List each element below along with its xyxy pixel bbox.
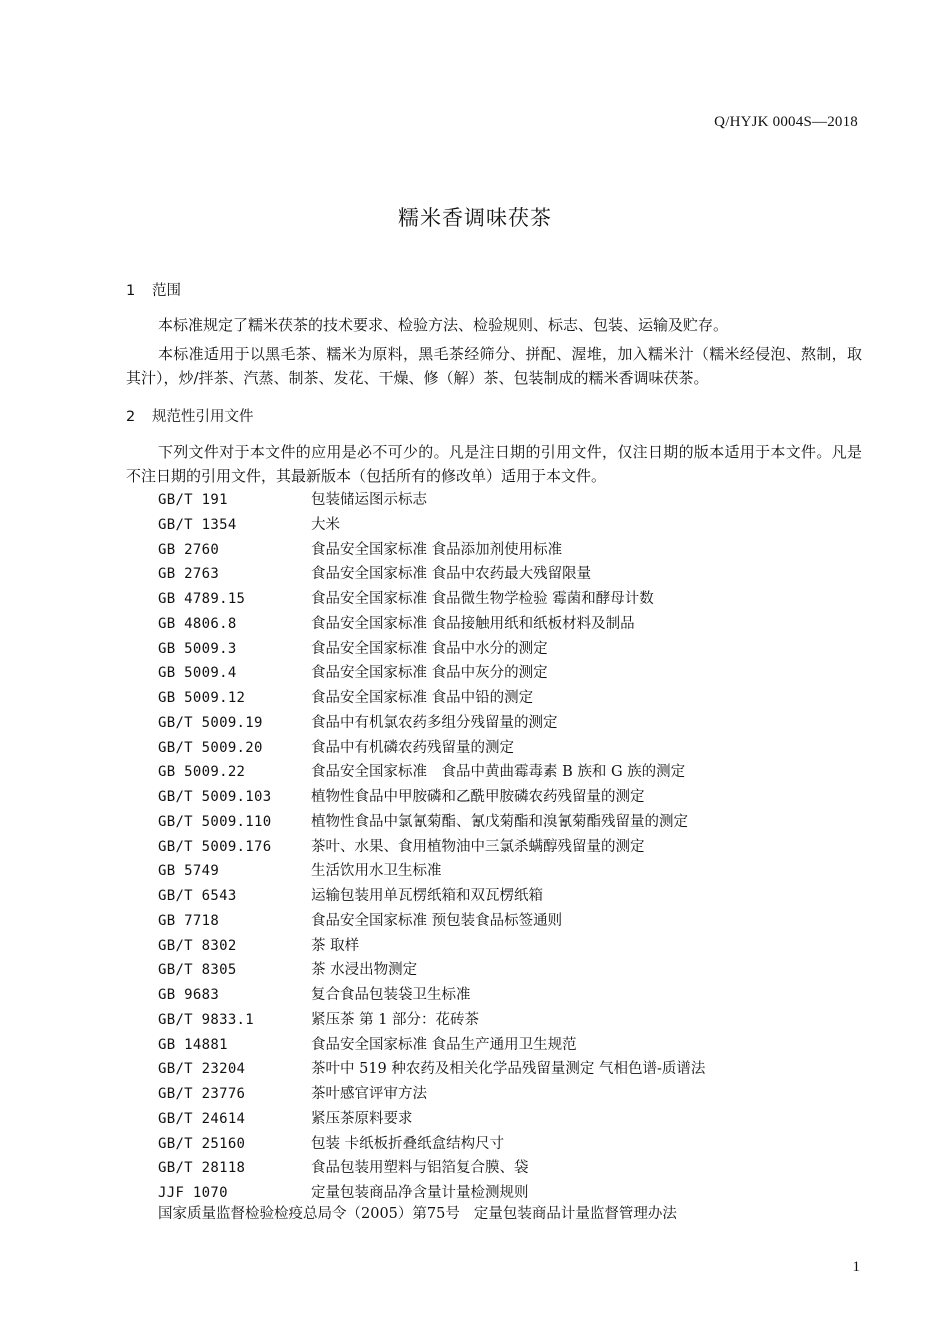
reference-item (158, 686, 858, 711)
section-1-paragraph-2: 本标准适用于以黑毛茶、糯米为原料，黑毛茶经筛分、拼配、渥堆，加入糯米汁（糯米经侵泡、熬制，取其汁），炒/拌茶、汽蒸、制茶、发花、干燥、修（解）茶、包装制成的糯米香调味茯茶。 (126, 345, 862, 387)
reference-code: GB/T 5009.110 (158, 813, 272, 830)
reference-item (158, 736, 858, 761)
reference-code: GB 5009.12 (158, 690, 246, 706)
section-1-heading (126, 279, 181, 300)
reference-title: 食品安全国家标准 食品生产通用卫生规范 (311, 1036, 577, 1053)
reference-code: GB/T 25160 (158, 1135, 246, 1152)
reference-code: GB/T 5009.20 (158, 739, 263, 756)
reference-item (158, 760, 858, 785)
reference-item (158, 1008, 858, 1033)
decree-title: 定量包装商品计量监督管理办法 (473, 1206, 677, 1222)
reference-title: 食品中有机氯农药多组分残留量的测定 (311, 714, 558, 731)
reference-title: 食品安全国家标准 食品添加剂使用标准 (311, 541, 563, 558)
reference-item (158, 1033, 858, 1058)
reference-item (158, 785, 858, 810)
reference-code: GB/T 191 (158, 492, 228, 508)
reference-code: GB/T 9833.1 (158, 1011, 255, 1028)
reference-item (158, 637, 858, 662)
reference-title: 生活饮用水卫生标准 (311, 863, 442, 880)
reference-title: 食品安全国家标准 食品中铅的测定 (311, 690, 534, 706)
reference-code: GB 7718 (158, 912, 220, 929)
reference-title: 食品安全国家标准 食品中水分的测定 (311, 640, 548, 657)
reference-title: 食品安全国家标准 食品微生物学检验 霉菌和酵母计数 (311, 591, 654, 607)
reference-code: GB/T 24614 (158, 1110, 246, 1127)
section-2-paragraph-1: 下列文件对于本文件的应用是必不可少的。凡是注日期的引用文件，仅注日期的版本适用于本文件。凡是不注日期的引用文件，其最新版本（包括所有的修改单）适用于本文件。 (126, 443, 862, 485)
reference-title: 食品包装用塑料与铝箔复合膜、袋 (311, 1160, 529, 1177)
reference-title: 食品安全国家标准 食品接触用纸和纸板材料及制品 (311, 615, 635, 632)
reference-item (158, 661, 858, 686)
reference-title: 食品安全国家标准 预包装食品标签通则 (311, 912, 563, 929)
reference-title: 紧压茶原料要求 (311, 1110, 413, 1127)
reference-title: 复合食品包装袋卫生标准 (311, 987, 471, 1003)
standard-number: Q/HYJK 0004S—2018 (714, 114, 858, 130)
decree-code: 国家质量监督检验检疫总局令（2005）第75号 (158, 1206, 460, 1222)
section-2-title: 规范性引用文件 (152, 409, 254, 425)
page-number: 1 (852, 1259, 860, 1275)
reference-item (158, 587, 858, 612)
section-1-paragraph-1: 本标准规定了糯米茯茶的技术要求、检验方法、检验规则、标志、包装、运输及贮存。 (158, 316, 729, 334)
reference-code: GB/T 1354 (158, 516, 237, 533)
reference-item (158, 1057, 858, 1082)
reference-item (158, 513, 858, 538)
reference-code: GB/T 23204 (158, 1061, 246, 1078)
reference-title: 食品安全国家标准 食品中黄曲霉毒素 B 族和 G 族的测定 (311, 764, 686, 781)
reference-code: JJF 1070 (158, 1185, 228, 1201)
section-2-heading (126, 405, 254, 426)
reference-title: 植物性食品中甲胺磷和乙酰甲胺磷农药残留量的测定 (311, 789, 645, 805)
reference-code: GB 5009.22 (158, 764, 246, 781)
reference-item (158, 711, 858, 736)
reference-code: GB/T 23776 (158, 1086, 246, 1102)
reference-item (158, 612, 858, 637)
section-1-title: 范围 (152, 283, 181, 299)
reference-code: GB 5749 (158, 863, 220, 880)
normative-references-list (158, 488, 858, 1206)
reference-item (158, 1156, 858, 1181)
reference-code: GB 2760 (158, 541, 220, 558)
reference-item (158, 810, 858, 835)
reference-item (158, 983, 858, 1008)
reference-code: GB 2763 (158, 566, 220, 583)
reference-code: GB/T 28118 (158, 1160, 246, 1177)
reference-item (158, 562, 858, 587)
reference-title: 茶叶感官评审方法 (311, 1086, 427, 1102)
reference-code: GB/T 5009.176 (158, 838, 272, 855)
reference-code: GB 4806.8 (158, 615, 237, 632)
reference-title: 茶叶中 519 种农药及相关化学品残留量测定 气相色谱-质谱法 (311, 1061, 706, 1078)
reference-code: GB/T 8302 (158, 937, 237, 954)
reference-item (158, 1132, 858, 1157)
reference-title: 食品安全国家标准 食品中农药最大残留限量 (311, 566, 592, 583)
reference-item (158, 835, 858, 860)
reference-code: GB 5009.4 (158, 665, 237, 682)
document-title: 糯米香调味茯茶 (398, 206, 552, 230)
reference-title: 食品安全国家标准 食品中灰分的测定 (311, 665, 548, 682)
reference-title: 大米 (311, 516, 340, 533)
reference-code: GB/T 5009.19 (158, 714, 263, 731)
reference-item (158, 909, 858, 934)
reference-title: 茶叶、水果、食用植物油中三氯杀螨醇残留量的测定 (311, 838, 645, 855)
section-2-number: 2 (126, 409, 136, 425)
reference-item (158, 934, 858, 959)
reference-code: GB/T 5009.103 (158, 789, 272, 805)
reference-title: 运输包装用单瓦楞纸箱和双瓦楞纸箱 (311, 888, 543, 904)
reference-item (158, 859, 858, 884)
section-1-number: 1 (126, 283, 136, 299)
reference-item (158, 884, 858, 909)
reference-item (158, 958, 858, 983)
reference-code: GB/T 8305 (158, 962, 237, 979)
reference-item (158, 1107, 858, 1132)
reference-code: GB 9683 (158, 987, 220, 1003)
reference-item (158, 1082, 858, 1107)
reference-code: GB 14881 (158, 1036, 228, 1053)
reference-title: 包装 卡纸板折叠纸盒结构尺寸 (311, 1135, 505, 1152)
reference-item (158, 488, 858, 513)
decree-reference (158, 1202, 677, 1223)
reference-code: GB/T 6543 (158, 888, 237, 904)
reference-title: 茶 水浸出物测定 (311, 962, 418, 979)
reference-title: 紧压茶 第 1 部分：花砖茶 (311, 1011, 480, 1028)
reference-title: 包装储运图示标志 (311, 492, 427, 508)
reference-title: 茶 取样 (311, 937, 360, 954)
reference-title: 植物性食品中氯氰菊酯、氰戊菊酯和溴氰菊酯残留量的测定 (311, 813, 688, 830)
reference-item (158, 538, 858, 563)
reference-code: GB 4789.15 (158, 591, 246, 607)
reference-title: 食品中有机磷农药残留量的测定 (311, 739, 514, 756)
reference-code: GB 5009.3 (158, 640, 237, 657)
reference-title: 定量包装商品净含量计量检测规则 (311, 1185, 529, 1201)
